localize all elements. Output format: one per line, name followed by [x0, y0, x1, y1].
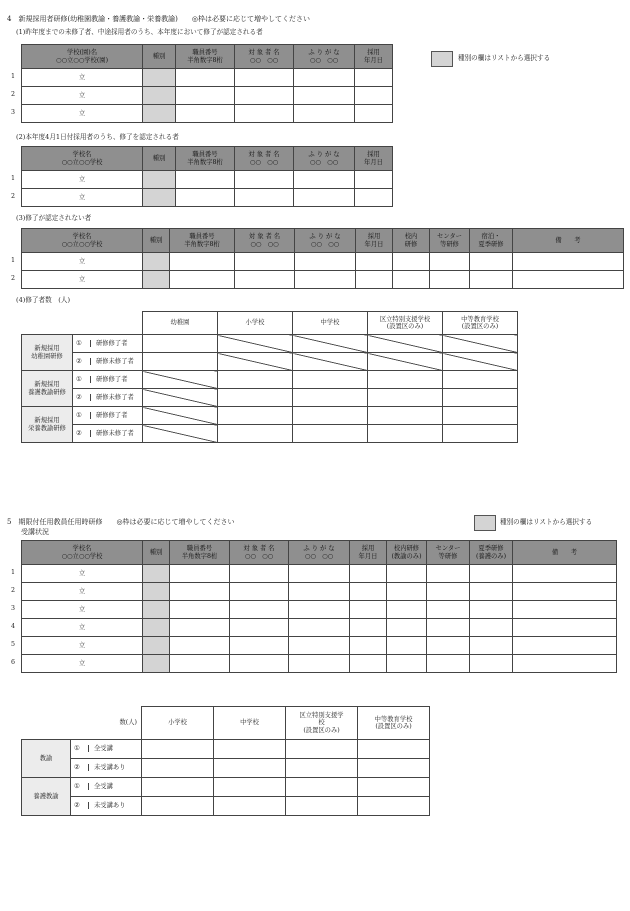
row-label-cell	[73, 407, 143, 425]
t4-row	[22, 335, 518, 353]
t3-header-row	[22, 229, 624, 253]
row-label: 未受講あり	[88, 764, 125, 771]
row-mark: ①	[76, 375, 82, 383]
t4-row	[22, 353, 518, 371]
entry-cell[interactable]	[230, 565, 289, 583]
count-cell[interactable]	[443, 389, 518, 407]
entry-cell[interactable]	[170, 271, 235, 289]
t1-col-name: 対 象 者 名 ○○ ○○	[235, 45, 294, 69]
entry-cell[interactable]	[430, 271, 470, 289]
t4-row	[22, 371, 518, 389]
t5-col-center-training: センター 等研修	[427, 541, 470, 565]
t6-col-secondary: 中等教育学校 (設置区のみ)	[358, 707, 430, 740]
count-cell[interactable]	[368, 407, 443, 425]
row-label: 研修未修了者	[90, 430, 134, 437]
entry-cell[interactable]	[350, 655, 387, 673]
t1-row	[22, 87, 393, 105]
entry-cell[interactable]	[295, 253, 356, 271]
disabled-cell	[293, 335, 368, 353]
group-label: 新規採用 幼稚園研修	[22, 335, 73, 371]
t6-row	[22, 778, 430, 797]
row-label-cell	[71, 759, 142, 778]
entry-cell[interactable]	[470, 253, 513, 271]
t3-col-school: 学校名 ○○立○○学校	[22, 229, 143, 253]
disabled-cell	[143, 371, 218, 389]
entry-cell[interactable]	[387, 601, 427, 619]
disabled-cell	[368, 353, 443, 371]
type-select-cell[interactable]	[143, 619, 170, 637]
t5-row	[22, 583, 617, 601]
row-mark: ①	[76, 339, 82, 347]
row-number: 1	[11, 73, 16, 80]
table-temporary-teachers	[21, 540, 617, 673]
t5-col-hire-date: 採用 年月日	[350, 541, 387, 565]
table-completion-counts	[21, 311, 518, 443]
entry-cell[interactable]	[355, 171, 393, 189]
count-cell[interactable]	[142, 740, 214, 759]
count-cell[interactable]	[214, 778, 286, 797]
t1-col-staff-no: 職員番号 半角数字8桁	[176, 45, 235, 69]
t5-header-row	[22, 541, 617, 565]
type-select-cell[interactable]	[143, 87, 176, 105]
type-select-cell[interactable]	[143, 189, 176, 207]
t6-row	[22, 797, 430, 816]
entry-cell[interactable]	[427, 637, 470, 655]
disabled-cell	[218, 335, 293, 353]
group-label: 教諭	[22, 740, 71, 778]
table-new-hires-certified	[21, 146, 393, 207]
t2-row	[22, 189, 393, 207]
t2-col-hire-date: 採用 年月日	[355, 147, 393, 171]
disabled-cell	[143, 389, 218, 407]
t6-header-row	[22, 707, 430, 740]
t5-row	[22, 619, 617, 637]
entry-cell[interactable]	[387, 655, 427, 673]
entry-cell[interactable]	[387, 637, 427, 655]
disabled-cell	[143, 407, 218, 425]
t1-header-row	[22, 45, 393, 69]
entry-cell[interactable]	[513, 601, 617, 619]
row-label: 全受講	[88, 783, 113, 790]
entry-cell[interactable]	[427, 565, 470, 583]
count-cell[interactable]	[286, 797, 358, 816]
disabled-cell	[293, 353, 368, 371]
t2-col-furigana: ふ り が な ○○ ○○	[294, 147, 355, 171]
t4-row	[22, 389, 518, 407]
t6-row	[22, 740, 430, 759]
t2-col-name: 対 象 者 名 ○○ ○○	[235, 147, 294, 171]
entry-cell[interactable]	[387, 583, 427, 601]
count-cell[interactable]	[286, 759, 358, 778]
entry-cell[interactable]	[513, 565, 617, 583]
row-label: 研修修了者	[90, 412, 127, 419]
entry-cell[interactable]	[427, 601, 470, 619]
t6-col-elementary: 小学校	[142, 707, 214, 740]
row-number: 3	[11, 109, 16, 116]
t3-caption: (3)修了が認定されない者	[16, 214, 92, 222]
row-label-cell	[71, 740, 142, 759]
count-cell[interactable]	[293, 389, 368, 407]
t1-row	[22, 105, 393, 123]
entry-cell[interactable]	[294, 105, 355, 123]
t3-col-center-training: センター 等研修	[430, 229, 470, 253]
count-cell[interactable]	[358, 759, 430, 778]
t3-col-summer-training: 宿泊・ 夏季研修	[470, 229, 513, 253]
entry-cell[interactable]	[176, 87, 235, 105]
group-label: 新規採用 養護教諭研修	[22, 371, 73, 407]
school-name-cell[interactable]: 立	[22, 253, 143, 271]
t3-col-furigana: ふ り が な ○○ ○○	[295, 229, 356, 253]
entry-cell[interactable]	[289, 601, 350, 619]
row-label: 研修未修了者	[90, 394, 134, 401]
entry-cell[interactable]	[513, 619, 617, 637]
legend-text-5: 種別の欄はリストから選択する	[500, 518, 593, 526]
count-cell[interactable]	[358, 797, 430, 816]
type-select-cell[interactable]	[143, 271, 170, 289]
entry-cell[interactable]	[356, 253, 393, 271]
count-cell[interactable]	[293, 407, 368, 425]
t2-col-school: 学校名 ○○立○○学校	[22, 147, 143, 171]
school-name-cell[interactable]: 立	[22, 565, 143, 583]
t5-col-staff-no: 職員番号 半角数字8桁	[170, 541, 230, 565]
row-number: 6	[11, 659, 16, 666]
disabled-cell	[443, 353, 518, 371]
row-label-cell	[73, 371, 143, 389]
entry-cell[interactable]	[289, 637, 350, 655]
entry-cell[interactable]	[387, 619, 427, 637]
count-cell[interactable]	[286, 740, 358, 759]
type-select-cell[interactable]	[143, 601, 170, 619]
row-number: 4	[11, 623, 16, 630]
t5-col-furigana: ふ り が な ○○ ○○	[289, 541, 350, 565]
t1-col-hire-date: 採用 年月日	[355, 45, 393, 69]
entry-cell[interactable]	[170, 601, 230, 619]
entry-cell[interactable]	[176, 69, 235, 87]
t4-row	[22, 425, 518, 443]
t2-col-type: 種別	[143, 147, 176, 171]
entry-cell[interactable]	[513, 583, 617, 601]
entry-cell[interactable]	[235, 87, 294, 105]
row-number: 1	[11, 569, 16, 576]
count-cell[interactable]	[143, 353, 218, 371]
row-label-cell	[73, 335, 143, 353]
t5-row	[22, 565, 617, 583]
entry-cell[interactable]	[176, 105, 235, 123]
section5-subtitle: 受講状況	[21, 528, 49, 536]
row-label: 研修未修了者	[90, 358, 134, 365]
count-cell[interactable]	[293, 371, 368, 389]
count-cell[interactable]	[214, 740, 286, 759]
row-mark: ②	[74, 802, 80, 810]
entry-cell[interactable]	[350, 583, 387, 601]
t6-col-junior-high: 中学校	[214, 707, 286, 740]
t3-col-type: 種別	[143, 229, 170, 253]
t3-col-name: 対 象 者 名 ○○ ○○	[235, 229, 295, 253]
row-mark: ②	[74, 764, 80, 772]
entry-cell[interactable]	[289, 655, 350, 673]
disabled-cell	[218, 353, 293, 371]
entry-cell[interactable]	[235, 69, 294, 87]
entry-cell[interactable]	[356, 271, 393, 289]
entry-cell[interactable]	[230, 601, 289, 619]
t3-col-staff-no: 職員番号 半角数字8桁	[170, 229, 235, 253]
count-cell[interactable]	[142, 759, 214, 778]
entry-cell[interactable]	[170, 655, 230, 673]
disabled-cell	[143, 425, 218, 443]
school-name-cell[interactable]: 立	[22, 601, 143, 619]
count-cell[interactable]	[368, 371, 443, 389]
row-label: 研修修了者	[90, 376, 127, 383]
t3-row	[22, 253, 624, 271]
row-label-cell	[71, 797, 142, 816]
entry-cell[interactable]	[235, 253, 295, 271]
count-cell[interactable]	[293, 425, 368, 443]
count-cell[interactable]	[218, 425, 293, 443]
entry-cell[interactable]	[294, 171, 355, 189]
row-label-cell	[71, 778, 142, 797]
section5-title: 5 期限付任用教員任用時研修 ◎枠は必要に応じて増やしてください	[7, 518, 235, 526]
school-name-cell[interactable]: 立	[22, 271, 143, 289]
t4-header-row	[22, 312, 518, 335]
t5-col-summer-training: 夏季研修 (養護のみ)	[470, 541, 513, 565]
t2-caption: (2)本年度4月1日付採用者のうち、修了を認定される者	[16, 133, 179, 141]
row-label: 研修修了者	[90, 340, 127, 347]
t1-row	[22, 69, 393, 87]
t5-col-school-training: 校内研修 (教諭のみ)	[387, 541, 427, 565]
t4-col-elementary: 小学校	[218, 312, 293, 335]
school-name-cell[interactable]: 立	[22, 69, 143, 87]
entry-cell[interactable]	[350, 601, 387, 619]
t4-col-secondary: 中等教育学校 (設置区のみ)	[443, 312, 518, 335]
row-number: 2	[11, 587, 16, 594]
entry-cell[interactable]	[355, 69, 393, 87]
group-label: 新規採用 栄養教諭研修	[22, 407, 73, 443]
count-cell[interactable]	[214, 797, 286, 816]
legend-swatch-5	[474, 515, 496, 531]
count-cell[interactable]	[143, 335, 218, 353]
count-cell[interactable]	[218, 371, 293, 389]
entry-cell[interactable]	[513, 655, 617, 673]
disabled-cell	[443, 335, 518, 353]
entry-cell[interactable]	[235, 171, 294, 189]
entry-cell[interactable]	[430, 253, 470, 271]
table-attendance-counts	[21, 706, 430, 816]
entry-cell[interactable]	[235, 189, 294, 207]
entry-cell[interactable]	[170, 583, 230, 601]
school-name-cell[interactable]: 立	[22, 619, 143, 637]
row-number: 1	[11, 175, 16, 182]
entry-cell[interactable]	[513, 271, 624, 289]
count-cell[interactable]	[443, 407, 518, 425]
entry-cell[interactable]	[355, 105, 393, 123]
t1-col-furigana: ふ り が な ○○ ○○	[294, 45, 355, 69]
entry-cell[interactable]	[393, 253, 430, 271]
entry-cell[interactable]	[470, 655, 513, 673]
row-label: 全受講	[88, 745, 113, 752]
t4-row	[22, 407, 518, 425]
t6-corner: 数(人)	[22, 707, 142, 740]
count-cell[interactable]	[368, 389, 443, 407]
count-cell[interactable]	[358, 778, 430, 797]
entry-cell[interactable]	[427, 655, 470, 673]
count-cell[interactable]	[218, 389, 293, 407]
t3-col-school-training: 校内 研修	[393, 229, 430, 253]
t2-header-row	[22, 147, 393, 171]
t5-row	[22, 655, 617, 673]
type-select-cell[interactable]	[143, 637, 170, 655]
entry-cell[interactable]	[289, 565, 350, 583]
entry-cell[interactable]	[170, 565, 230, 583]
type-select-cell[interactable]	[143, 171, 176, 189]
row-label-cell	[73, 389, 143, 407]
entry-cell[interactable]	[170, 619, 230, 637]
count-cell[interactable]	[218, 407, 293, 425]
entry-cell[interactable]	[176, 171, 235, 189]
t6-col-special-support: 区立特別支援学 校 (設置区のみ)	[286, 707, 358, 740]
count-cell[interactable]	[142, 797, 214, 816]
t5-col-school: 学校名 ○○立○○学校	[22, 541, 143, 565]
entry-cell[interactable]	[355, 189, 393, 207]
school-name-cell[interactable]: 立	[22, 583, 143, 601]
entry-cell[interactable]	[170, 253, 235, 271]
entry-cell[interactable]	[289, 619, 350, 637]
entry-cell[interactable]	[350, 619, 387, 637]
t2-col-staff-no: 職員番号 半角数字8桁	[176, 147, 235, 171]
row-mark: ①	[74, 745, 80, 753]
entry-cell[interactable]	[470, 565, 513, 583]
count-cell[interactable]	[214, 759, 286, 778]
table-continuing-trainees	[21, 44, 393, 123]
t3-col-hire-date: 採用 年月日	[356, 229, 393, 253]
t4-col-special-support: 区立特別支援学校 (設置区のみ)	[368, 312, 443, 335]
t1-col-school: 学校(園)名 ○○立○○学校(園)	[22, 45, 143, 69]
type-select-cell[interactable]	[143, 105, 176, 123]
t5-col-remarks: 備 考	[513, 541, 617, 565]
entry-cell[interactable]	[350, 565, 387, 583]
entry-cell[interactable]	[294, 69, 355, 87]
entry-cell[interactable]	[470, 583, 513, 601]
legend-text: 種別の欄はリストから選択する	[458, 54, 551, 62]
entry-cell[interactable]	[235, 271, 295, 289]
row-number: 2	[11, 193, 16, 200]
entry-cell[interactable]	[470, 601, 513, 619]
entry-cell[interactable]	[387, 565, 427, 583]
entry-cell[interactable]	[513, 253, 624, 271]
entry-cell[interactable]	[230, 583, 289, 601]
count-cell[interactable]	[443, 425, 518, 443]
entry-cell[interactable]	[230, 637, 289, 655]
entry-cell[interactable]	[170, 637, 230, 655]
entry-cell[interactable]	[176, 189, 235, 207]
entry-cell[interactable]	[235, 105, 294, 123]
row-number: 2	[11, 275, 16, 282]
t4-col-junior-high: 中学校	[293, 312, 368, 335]
row-label-cell	[73, 353, 143, 371]
t1-caption: (1)昨年度までの未修了者、中途採用者のうち、本年度において修了が認定される者	[16, 28, 263, 36]
row-mark: ②	[76, 393, 82, 401]
entry-cell[interactable]	[295, 271, 356, 289]
disabled-cell	[368, 335, 443, 353]
entry-cell[interactable]	[294, 189, 355, 207]
row-label: 未受講あり	[88, 802, 125, 809]
type-select-cell[interactable]	[143, 253, 170, 271]
type-select-cell[interactable]	[143, 655, 170, 673]
entry-cell[interactable]	[470, 271, 513, 289]
t3-row	[22, 271, 624, 289]
row-mark: ②	[76, 429, 82, 437]
t4-caption: (4)修了者数 (人)	[16, 296, 71, 304]
t5-col-name: 対 象 者 名 ○○ ○○	[230, 541, 289, 565]
school-name-cell[interactable]: 立	[22, 655, 143, 673]
entry-cell[interactable]	[230, 655, 289, 673]
entry-cell[interactable]	[355, 87, 393, 105]
row-number: 3	[11, 605, 16, 612]
table-not-certified	[21, 228, 624, 289]
row-number: 5	[11, 641, 16, 648]
entry-cell[interactable]	[294, 87, 355, 105]
entry-cell[interactable]	[470, 619, 513, 637]
t5-col-type: 種別	[143, 541, 170, 565]
row-mark: ①	[76, 411, 82, 419]
entry-cell[interactable]	[427, 619, 470, 637]
t4-col-kindergarten: 幼稚園	[143, 312, 218, 335]
type-select-cell[interactable]	[143, 69, 176, 87]
row-mark: ②	[76, 357, 82, 365]
t6-row	[22, 759, 430, 778]
group-label: 養護教諭	[22, 778, 71, 816]
entry-cell[interactable]	[393, 271, 430, 289]
t4-corner	[22, 312, 143, 335]
count-cell[interactable]	[286, 778, 358, 797]
type-select-cell[interactable]	[143, 565, 170, 583]
entry-cell[interactable]	[427, 583, 470, 601]
row-number: 1	[11, 257, 16, 264]
row-label-cell	[73, 425, 143, 443]
count-cell[interactable]	[443, 371, 518, 389]
entry-cell[interactable]	[230, 619, 289, 637]
t1-col-type: 種別	[143, 45, 176, 69]
t2-row	[22, 171, 393, 189]
type-select-cell[interactable]	[143, 583, 170, 601]
section4-title: 4 新規採用者研修(幼稚園教諭・養護教諭・栄養教諭) ◎枠は必要に応じて増やしてください	[7, 15, 311, 23]
t3-col-remarks: 備 考	[513, 229, 624, 253]
row-number: 2	[11, 91, 16, 98]
entry-cell[interactable]	[289, 583, 350, 601]
legend-swatch	[431, 51, 453, 67]
count-cell[interactable]	[142, 778, 214, 797]
t5-row	[22, 601, 617, 619]
entry-cell[interactable]	[350, 637, 387, 655]
count-cell[interactable]	[368, 425, 443, 443]
row-mark: ①	[74, 783, 80, 791]
school-name-cell[interactable]: 立	[22, 171, 143, 189]
school-name-cell[interactable]: 立	[22, 105, 143, 123]
entry-cell[interactable]	[513, 637, 617, 655]
entry-cell[interactable]	[470, 637, 513, 655]
school-name-cell[interactable]: 立	[22, 87, 143, 105]
school-name-cell[interactable]: 立	[22, 637, 143, 655]
school-name-cell[interactable]: 立	[22, 189, 143, 207]
t5-row	[22, 637, 617, 655]
count-cell[interactable]	[358, 740, 430, 759]
